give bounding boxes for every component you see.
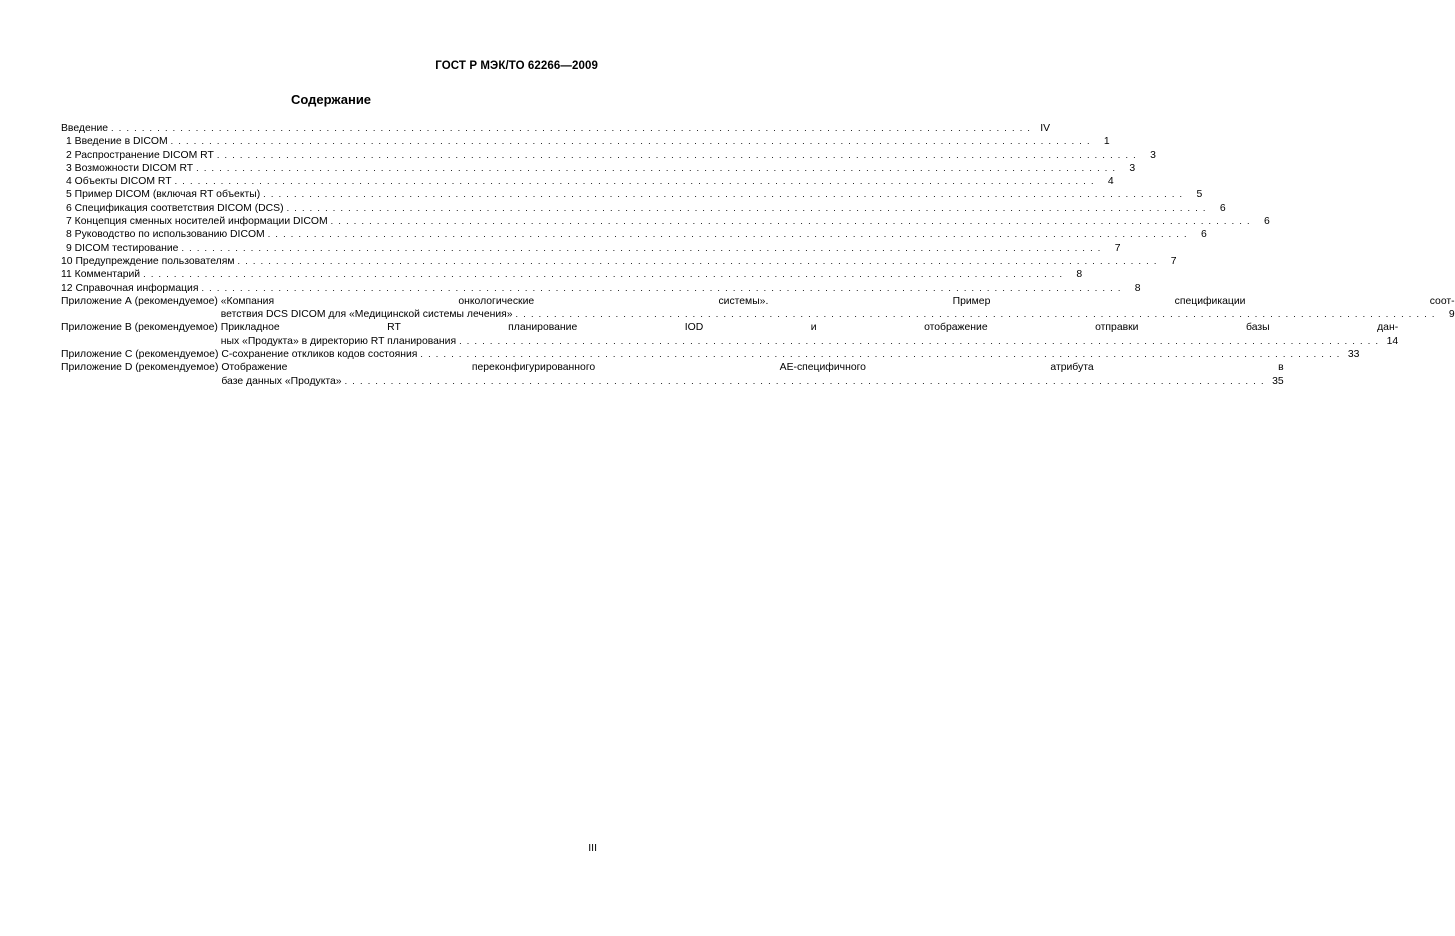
toc-item-page: 6 [1263, 216, 1270, 228]
leader-dots: ........................................................................................................................ [344, 375, 1269, 386]
appendix-line-label: базе данных «Продукта» [221, 375, 342, 387]
leader-dots: ........................................................................................................................ [174, 176, 1099, 187]
table-of-contents [61, 122, 1455, 388]
toc-item-label: 1 Введение в DICOM [66, 136, 168, 148]
leader-dots: ........................................................................................................................ [515, 309, 1440, 320]
toc-item-label: Введение [61, 123, 109, 134]
toc-item[interactable] [61, 268, 1083, 281]
appendix-prefix: Приложение D (рекомендуемое) [61, 362, 219, 374]
page-title: Содержание [290, 92, 372, 107]
toc-item-page: 9 [1448, 309, 1455, 321]
toc-item[interactable] [61, 162, 1136, 175]
toc-item-label: 3 Возможности DICOM RT [66, 162, 194, 174]
appendix-line: «Компания онкологические системы». Пример спецификации соот- [220, 295, 1455, 307]
toc-item-label: 5 Пример DICOM (включая RT объекты) [66, 189, 261, 201]
toc-item[interactable] [61, 215, 1270, 228]
toc-item[interactable] [61, 175, 1114, 188]
toc-item-page: 3 [1150, 149, 1156, 161]
appendix-line-label: С-сохранение откликов кодов состояния [221, 349, 418, 361]
toc-item[interactable] [61, 242, 1121, 255]
appendix-body [221, 295, 1455, 322]
leader-dots: ........................................................................................................................ [237, 255, 1162, 266]
toc-item-page: 7 [1114, 242, 1121, 254]
leader-dots: ........................................................................................................................ [196, 162, 1121, 173]
toc-item-label: 8 Руководство по использованию DICOM [66, 229, 265, 241]
appendix-prefix: Приложение С (рекомендуемое) [61, 349, 219, 361]
toc-item-label: 7 Концепция сменных носителей информации DICOM [66, 216, 328, 228]
toc-item-label: 2 Распространение DICOM RT [66, 149, 214, 161]
toc-item-page: 8 [1134, 282, 1141, 294]
appendix-body [221, 348, 1359, 361]
toc-appendix-item[interactable] [61, 361, 1284, 388]
appendix-line [221, 335, 1398, 348]
appendix-line [221, 308, 1455, 321]
appendix-body [221, 361, 1283, 388]
toc-item-page: 4 [1107, 176, 1114, 188]
toc-item-page: 33 [1347, 349, 1360, 361]
toc-item-page: 3 [1129, 162, 1136, 174]
toc-item[interactable] [61, 202, 1226, 215]
leader-dots: ........................................................................................................................ [201, 282, 1126, 293]
page-number: III [588, 842, 597, 854]
leader-dots: ........................................................................................................................ [216, 149, 1141, 160]
document-number: ГОСТ Р МЭК/ТО 62266—2009 [435, 60, 598, 72]
leader-dots: ........................................................................................................................ [263, 189, 1188, 200]
leader-dots: ........................................................................................................................ [330, 216, 1255, 227]
toc-item-label: 9 DICOM тестирование [66, 242, 179, 254]
toc-item-label: 12 Справочная информация [61, 282, 199, 294]
toc-appendix-item[interactable] [61, 321, 1399, 348]
appendix-line [221, 348, 1359, 361]
toc-item-page: 7 [1170, 255, 1177, 267]
leader-dots: ........................................................................................................................ [286, 202, 1211, 213]
leader-dots: ........................................................................................................................ [143, 269, 1068, 280]
leader-dots: ........................................................................................................................ [181, 242, 1106, 253]
toc-item[interactable] [61, 282, 1141, 295]
toc-item-page: 8 [1076, 269, 1083, 281]
toc-item-label: 6 Спецификация соответствия DICOM (DCS) [66, 202, 284, 214]
toc-item-page: IV [1040, 123, 1051, 134]
toc-item-page: 5 [1196, 189, 1203, 201]
leader-dots: ........................................................................................................................ [170, 136, 1095, 147]
toc-appendix-item[interactable] [61, 348, 1360, 361]
leader-dots: ........................................................................................................................ [267, 229, 1192, 240]
toc-item[interactable] [61, 188, 1203, 201]
appendix-line [221, 375, 1283, 388]
toc-item[interactable] [61, 122, 1051, 135]
appendix-line: Прикладное RT планирование IOD и отображение отправки базы дан- [220, 322, 1399, 334]
leader-dots: ........................................................................................................................ [111, 123, 1036, 133]
toc-item-label: 4 Объекты DICOM RT [66, 176, 172, 188]
toc-item[interactable] [61, 135, 1110, 148]
appendix-body [221, 321, 1398, 348]
toc-item-page: 1 [1103, 136, 1110, 148]
toc-item-label: 10 Предупреждение пользователям [61, 255, 235, 267]
appendix-line-label: ных «Продукта» в директорию RT планирования [220, 335, 457, 347]
toc-item-label: 11 Комментарий [61, 269, 141, 281]
appendix-prefix: Приложение А (рекомендуемое) [61, 295, 218, 307]
toc-appendix-item[interactable] [61, 295, 1455, 322]
toc-item[interactable] [61, 255, 1177, 268]
toc-item-page: 35 [1272, 375, 1284, 387]
appendix-line: Отображение переконфигурированного АЕ-специфичного атрибута в [221, 362, 1284, 374]
toc-item-page: 6 [1219, 202, 1226, 214]
leader-dots: ........................................................................................................................ [420, 349, 1345, 360]
appendix-line-label: ветствия DCS DICOM для «Медицинской системы лечения» [220, 309, 513, 321]
toc-item[interactable] [61, 149, 1156, 162]
toc-item-page: 6 [1200, 229, 1207, 241]
toc-item[interactable] [61, 228, 1207, 241]
toc-item-page: 14 [1386, 335, 1399, 347]
leader-dots: ........................................................................................................................ [459, 335, 1384, 346]
appendix-prefix: Приложение В (рекомендуемое) [61, 322, 218, 334]
